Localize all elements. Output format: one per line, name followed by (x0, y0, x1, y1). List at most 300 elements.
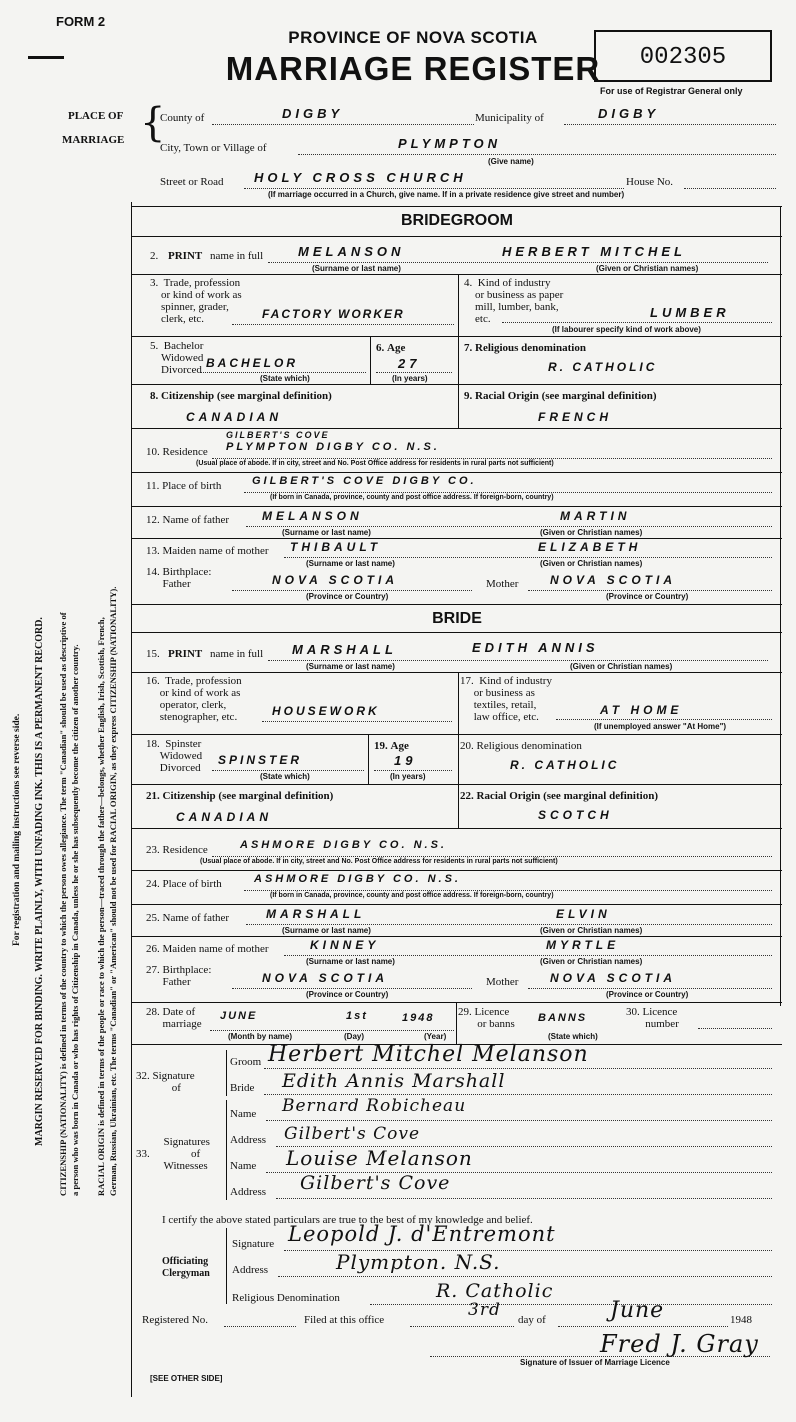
clergy-religion[interactable]: R. Catholic (436, 1280, 554, 1302)
house-line (684, 188, 776, 189)
f18-l3: Divorced (159, 762, 201, 774)
municipality-label: Municipality of (475, 112, 544, 124)
f26-surname-note: (Surname or last name) (306, 957, 395, 966)
groom-given[interactable]: HERBERT MITCHEL (502, 244, 686, 259)
f30-l2: number (645, 1018, 679, 1030)
f24-birth-label: Place of birth (162, 878, 222, 890)
bg-vline-56 (370, 336, 371, 384)
margin-racial-1: RACIAL ORIGIN is defined in terms of the people or race to which the person—traced through the father—belongs, whether English, Irish, Scottish, French, (96, 617, 106, 1196)
f18-number: 18. (146, 738, 160, 750)
groom-father-line (246, 526, 772, 527)
groom-industry[interactable]: LUMBER (650, 305, 730, 320)
groom-mother-line (284, 557, 772, 558)
municipality-value[interactable]: DIGBY (598, 106, 660, 121)
f32-l2: of (171, 1082, 181, 1094)
f4-l4: etc. (475, 313, 491, 325)
bg-rule-3 (131, 336, 782, 337)
witness1-address[interactable]: Gilbert's Cove (284, 1124, 421, 1144)
f17-l4: law office, etc. (473, 711, 539, 723)
bride-status-note: (State which) (260, 772, 310, 781)
f17-l3: textiles, retail, (473, 699, 537, 711)
f8-number: 8. (150, 390, 159, 402)
f23-number: 23. (146, 844, 160, 856)
marriage-date-line (210, 1030, 454, 1031)
issuer-label: Signature of Issuer of Marriage Licence (520, 1358, 670, 1367)
bg-rule-5 (131, 428, 782, 429)
br-vline-2122 (458, 784, 459, 828)
f28-l1: Date of (162, 1006, 196, 1018)
witness1-address-label: Address (230, 1134, 267, 1146)
f12-father-label: Name of father (162, 514, 230, 526)
f17-l2: or business as (473, 687, 535, 699)
see-other-side: [SEE OTHER SIDE] (150, 1374, 223, 1383)
city-value[interactable]: PLYMPTON (398, 136, 502, 151)
f17-l1: Kind of industry (479, 675, 552, 687)
f14-mother-note: (Province or Country) (606, 592, 689, 601)
br-vline-2829 (456, 1002, 457, 1044)
bg-vline-89 (458, 384, 459, 428)
f3-l3: spinner, grader, (161, 301, 229, 313)
f3-l4: clerk, etc. (161, 313, 205, 325)
groom-residence-above[interactable]: GILBERT'S COVE (226, 430, 330, 440)
county-label: County of (160, 112, 205, 124)
day-note: (Day) (344, 1032, 365, 1041)
f26-number: 26. (146, 943, 160, 955)
f14-label (146, 566, 211, 590)
br-vline-1819 (368, 734, 369, 784)
groom-residence-line (212, 458, 772, 459)
filed-month[interactable]: June (610, 1298, 665, 1323)
f26-given-note: (Given or Christian names) (540, 957, 643, 966)
f33-l3: Witnesses (163, 1160, 208, 1172)
bride-religion[interactable]: R. CATHOLIC (510, 758, 620, 772)
f27-mother-label: Mother (486, 976, 519, 988)
year-note: (Year) (424, 1032, 447, 1041)
bride-citizenship[interactable]: CANADIAN (176, 810, 272, 824)
filed-label: Filed at this office (304, 1314, 385, 1326)
margin-citizenship-1: CITIZENSHIP (NATIONALITY) is defined in terms of the country to which the person owes allegiance. The term "Canadian" should be used as descriptive of (58, 612, 68, 1196)
f21-cit-label: Citizenship (see marginal definition) (162, 790, 334, 802)
f28-l2: marriage (162, 1018, 202, 1030)
certify-statement: I certify the above stated particulars are true to the best of my knowledge and belief. (162, 1214, 533, 1226)
registrar-note: For use of Registrar General only (600, 86, 743, 96)
f26-label (146, 943, 269, 955)
groom-father-given[interactable]: MARTIN (560, 509, 631, 523)
groom-age-line (376, 372, 452, 373)
bride-mother-given[interactable]: MYRTLE (546, 938, 620, 952)
groom-birth-line (244, 492, 772, 493)
bride-trade[interactable]: HOUSEWORK (272, 704, 380, 718)
f4-label (464, 277, 563, 325)
bride-given[interactable]: EDITH ANNIS (472, 640, 599, 655)
f25-number: 25. (146, 912, 160, 924)
f12-surname-note: (Surname or last name) (282, 528, 371, 537)
margin-reserved-text: MARGIN RESERVED FOR BINDING. WRITE PLAINLY, WITH UNFADING INK. THIS IS A PERMANENT RECORD. (34, 617, 45, 1146)
f22-label (460, 790, 658, 802)
bride-father-birthplace[interactable]: NOVA SCOTIA (262, 971, 389, 985)
f9-label (464, 390, 656, 402)
bride-sig-line (264, 1094, 772, 1095)
f33-label (136, 1136, 210, 1172)
f7-religion-label: Religious denomination (475, 342, 586, 354)
witness2-address-line (276, 1198, 772, 1199)
bg-rule-8 (131, 538, 782, 539)
bg-rule-1 (131, 236, 782, 237)
f23-label (146, 844, 208, 856)
f29-number: 29. (458, 1006, 472, 1018)
br-rule-1 (131, 632, 782, 633)
place-brace: { (140, 100, 166, 146)
bridegroom-heading: BRIDEGROOM (401, 212, 513, 229)
officiating-l2: Clergyman (162, 1268, 210, 1279)
f27-father-note: (Province or Country) (306, 990, 389, 999)
f6-label (376, 342, 405, 354)
f20-label (460, 740, 582, 752)
street-label: Street or Road (160, 176, 224, 188)
bride-name-line (268, 660, 768, 661)
bg-rule-9 (131, 604, 782, 605)
f12-label (146, 514, 229, 526)
f33-l1: Signatures (163, 1136, 210, 1148)
f32-l1: Signature (152, 1070, 195, 1082)
place-heading-2: MARRIAGE (62, 134, 125, 146)
f10-label (146, 446, 208, 458)
f19-age-label: Age (390, 740, 409, 752)
bride-industry-note: (If unemployed answer "At Home") (594, 722, 727, 731)
f14-mother-label: Mother (486, 578, 519, 590)
groom-mother-birthplace[interactable]: NOVA SCOTIA (550, 573, 677, 587)
f28-number: 28. (146, 1006, 160, 1018)
bride-industry-line (556, 719, 772, 720)
marriage-month[interactable]: JUNE (220, 1010, 258, 1022)
f16-l4: stenographer, etc. (159, 711, 238, 723)
licence-note: (State which) (548, 1032, 598, 1041)
f32-bracket (226, 1050, 227, 1096)
f3-number: 3. (150, 277, 159, 289)
f12-given-note: (Given or Christian names) (540, 528, 643, 537)
officiating-l1: Officiating (162, 1256, 209, 1267)
county-value[interactable]: DIGBY (282, 106, 344, 121)
clergy-religion-line (370, 1304, 772, 1305)
f8-label (150, 390, 332, 402)
groom-surname[interactable]: MELANSON (298, 244, 405, 259)
register-number: 002305 (639, 44, 727, 71)
bg-rule-4 (131, 384, 782, 385)
bride-father-surname[interactable]: MARSHALL (266, 907, 366, 921)
br-rule-4 (131, 784, 782, 785)
marriage-year[interactable]: 1948 (402, 1012, 435, 1024)
bg-rule-2 (131, 274, 782, 275)
f28-label (146, 1006, 202, 1030)
f22-racial-label: Racial Origin (see marginal definition) (476, 790, 658, 802)
groom-residence[interactable]: PLYMPTON DIGBY CO. N.S. (226, 441, 440, 453)
f27-birthplace-label: Birthplace: (162, 964, 212, 976)
clergy-religion-label: Religious Denomination (232, 1292, 340, 1304)
groom-racial[interactable]: FRENCH (538, 410, 612, 424)
margin-racial-2: German, Russian, Ukrainian, etc. The terms "Canadian" or "American" should not be used for RACIAL ORIGIN, as they express CITIZENSHIP (NATIONALITY). (108, 586, 118, 1196)
clergy-sig-label: Signature (232, 1238, 275, 1250)
f27-number: 27. (146, 964, 160, 976)
bride-mother-birthplace[interactable]: NOVA SCOTIA (550, 971, 677, 985)
bride-age-line (374, 770, 452, 771)
bride-status-line (212, 770, 364, 771)
place-heading-1: PLACE OF (68, 110, 124, 122)
clergy-address-label: Address (232, 1264, 269, 1276)
city-line (298, 154, 776, 155)
groom-mother-surname[interactable]: THIBAULT (290, 540, 382, 554)
f30-label (626, 1006, 679, 1030)
day-of-label: day of (518, 1314, 546, 1326)
issuer-signature[interactable]: Fred J. Gray (600, 1330, 759, 1358)
margin-instructions: For registration and mailing instructions see reverse side. (12, 713, 22, 946)
filed-year[interactable]: 1948 (730, 1314, 752, 1326)
form-number: FORM 2 (56, 14, 106, 29)
f10-number: 10. (146, 446, 160, 458)
f16-label (146, 675, 242, 723)
province-heading: PROVINCE OF NOVA SCOTIA (288, 28, 538, 47)
f15-label: name in full (210, 648, 264, 660)
f19-label (374, 740, 409, 752)
f33-number: 33. (136, 1148, 150, 1160)
bg-rule-6 (131, 472, 782, 473)
f32-label (136, 1070, 195, 1094)
bride-birth[interactable]: ASHMORE DIGBY CO. N.S. (254, 873, 461, 885)
f3-l1: Trade, profession (163, 277, 241, 289)
f16-l3: operator, clerk, (159, 699, 227, 711)
bride-father-given[interactable]: ELVIN (556, 907, 611, 921)
f15-print: PRINT (168, 648, 203, 660)
f9-number: 9. (464, 390, 473, 402)
witness2-name[interactable]: Louise Melanson (286, 1146, 473, 1170)
f26-mother-label: Maiden name of mother (162, 943, 269, 955)
f20-religion-label: Religious denomination (476, 740, 582, 752)
f4-l2: or business as paper (475, 289, 564, 301)
f33-bracket (226, 1100, 227, 1200)
house-label: House No. (626, 176, 674, 188)
municipality-line (564, 124, 776, 125)
f21-number: 21. (146, 790, 160, 802)
bride-birth-note: (If born in Canada, province, county and post office address. If foreign-born, country) (270, 892, 554, 899)
f11-birth-label: Place of birth (162, 480, 222, 492)
bride-surname[interactable]: MARSHALL (292, 642, 397, 657)
groom-religion[interactable]: R. CATHOLIC (548, 360, 658, 374)
f11-label (146, 480, 221, 492)
groom-sig-line (264, 1068, 772, 1069)
f3-label (150, 277, 242, 325)
br-rule-6 (131, 870, 782, 871)
witness1-name-line (266, 1120, 772, 1121)
street-note: (If marriage occurred in a Church, give name. If in a private residence give street and number) (268, 190, 625, 199)
br-vline-1920 (458, 734, 459, 784)
f13-label (146, 545, 269, 557)
f30-number: 30. (626, 1006, 640, 1018)
groom-trade[interactable]: FACTORY WORKER (262, 307, 405, 321)
groom-given-note: (Given or Christian names) (596, 264, 699, 273)
city-note: (Give name) (488, 157, 534, 166)
f6-age-label: Age (387, 342, 406, 354)
f22-number: 22. (460, 790, 474, 802)
margin-citizenship-2: a person who was born in Canada or who has rights of Citizenship in Canada, unless he or she has subsequently become the citizen of another country. (70, 644, 80, 1196)
f25-surname-note: (Surname or last name) (282, 926, 371, 935)
f13-mother-label: Maiden name of mother (162, 545, 269, 557)
bride-father-line (246, 924, 772, 925)
bride-heading: BRIDE (432, 610, 482, 627)
form-top-border (131, 206, 782, 207)
groom-signature[interactable]: Herbert Mitchel Melanson (268, 1042, 589, 1067)
bride-racial[interactable]: SCOTCH (538, 808, 613, 822)
bride-given-note: (Given or Christian names) (570, 662, 673, 671)
witness2-name-label: Name (230, 1160, 257, 1172)
bride-residence-note: (Usual place of abode. If in city, street and No. Post Office address for residents in rural parts not sufficient) (200, 858, 558, 865)
marriage-day[interactable]: 1st (346, 1010, 368, 1022)
f5-l3: Divorced (161, 364, 202, 376)
f14-number: 14. (146, 566, 160, 578)
f12-number: 12. (146, 514, 160, 526)
f8-cit-label: Citizenship (see marginal definition) (161, 390, 332, 402)
groom-father-birthplace[interactable]: NOVA SCOTIA (272, 573, 399, 587)
bride-sig-label: Bride (230, 1082, 255, 1094)
groom-mother-given[interactable]: ELIZABETH (538, 540, 642, 554)
f32-number: 32. (136, 1070, 150, 1082)
f5-l1: Bachelor (163, 340, 204, 352)
bride-bp-father-line (232, 988, 472, 989)
f14-father-label: Father (162, 578, 191, 590)
f27-father-label: Father (162, 976, 191, 988)
cert-bracket (226, 1228, 227, 1304)
f25-father-label: Name of father (162, 912, 230, 924)
br-rule-3 (131, 734, 782, 735)
f14-father-note: (Province or Country) (306, 592, 389, 601)
f6-number: 6. (376, 342, 385, 354)
clergy-signature[interactable]: Leopold J. d'Entremont (288, 1222, 556, 1246)
f20-number: 20. (460, 740, 474, 752)
f25-label (146, 912, 229, 924)
f2-number: 2. (150, 250, 159, 262)
f17-number: 17. (460, 675, 474, 687)
f24-label (146, 878, 222, 890)
groom-status[interactable]: BACHELOR (206, 356, 298, 370)
bride-age[interactable]: 19 (394, 753, 417, 768)
groom-status-note: (State which) (260, 374, 310, 383)
street-value[interactable]: HOLY CROSS CHURCH (254, 170, 467, 185)
county-line (212, 124, 474, 125)
f29-l2: or banns (477, 1018, 515, 1030)
f30-l1: Licence (642, 1006, 678, 1018)
f4-l3: mill, lumber, bank, (475, 301, 559, 313)
groom-industry-line (502, 322, 772, 323)
f16-l1: Trade, profession (165, 675, 242, 687)
f27-label (146, 964, 211, 988)
f7-number: 7. (464, 342, 473, 354)
officiating-label (162, 1256, 210, 1280)
f5-l2: Widowed (161, 352, 204, 364)
groom-status-line (200, 372, 366, 373)
licence-number-line (698, 1028, 772, 1029)
witness2-address-label: Address (230, 1186, 267, 1198)
witness2-address[interactable]: Gilbert's Cove (300, 1172, 451, 1194)
groom-sig-label: Groom (230, 1056, 262, 1068)
f21-label (146, 790, 333, 802)
marriage-licence[interactable]: BANNS (538, 1012, 588, 1024)
registered-label: Registered No. (142, 1314, 208, 1326)
f5-number: 5. (150, 340, 159, 352)
f29-l1: Licence (474, 1006, 510, 1018)
f29-label (458, 1006, 515, 1030)
bride-surname-note: (Surname or last name) (306, 662, 395, 671)
groom-age[interactable]: 27 (398, 356, 421, 371)
f16-number: 16. (146, 675, 160, 687)
form-left-border (131, 202, 132, 1397)
f16-l2: or kind of work as (159, 687, 241, 699)
bride-mother-surname[interactable]: KINNEY (310, 938, 380, 952)
f18-label (146, 738, 202, 774)
bride-status[interactable]: SPINSTER (218, 753, 303, 767)
f2-label: name in full (210, 250, 264, 262)
clergy-address-line (278, 1276, 772, 1277)
f13-given-note: (Given or Christian names) (540, 559, 643, 568)
bride-trade-line (262, 721, 452, 722)
f33-l2: of (191, 1148, 201, 1160)
f9-racial-label: Racial Origin (see marginal definition) (475, 390, 657, 402)
street-line (244, 188, 624, 189)
f17-label (460, 675, 552, 723)
form-right-border (780, 206, 781, 1006)
f7-label (464, 342, 586, 354)
bride-industry[interactable]: AT HOME (600, 703, 683, 717)
f27-mother-note: (Province or Country) (606, 990, 689, 999)
f19-number: 19. (374, 740, 388, 752)
f11-number: 11. (146, 480, 160, 492)
groom-bp-father-line (232, 590, 472, 591)
br-rule-7 (131, 904, 782, 905)
br-rule-2 (131, 672, 782, 673)
groom-birth[interactable]: GILBERT'S COVE DIGBY CO. (252, 475, 477, 487)
bg-rule-7 (131, 506, 782, 507)
bg-vline-67 (458, 336, 459, 384)
bride-age-note: (In years) (390, 772, 426, 781)
groom-industry-note: (If labourer specify kind of work above) (552, 325, 701, 334)
bride-bp-mother-line (528, 988, 772, 989)
registered-line (224, 1326, 296, 1327)
f4-l1: Kind of industry (477, 277, 551, 289)
bride-birth-line (244, 890, 772, 891)
br-vline-1617 (458, 672, 459, 734)
groom-bp-mother-line (528, 590, 772, 591)
f15-number: 15. (146, 648, 160, 660)
groom-birth-note: (If born in Canada, province, county and post office address. If foreign-born, country) (270, 494, 554, 501)
filed-month-line (558, 1326, 728, 1327)
br-rule-5 (131, 828, 782, 829)
groom-name-line (268, 262, 768, 263)
f13-surname-note: (Surname or last name) (306, 559, 395, 568)
clergy-address[interactable]: Plympton. N.S. (336, 1250, 501, 1274)
br-rule-8 (131, 936, 782, 937)
f13-number: 13. (146, 545, 160, 557)
witness1-name[interactable]: Bernard Robicheau (282, 1096, 467, 1116)
groom-trade-line (232, 324, 454, 325)
f18-l1: Spinster (165, 738, 202, 750)
city-label: City, Town or Village of (160, 142, 267, 154)
filed-day[interactable]: 3rd (468, 1300, 501, 1320)
bride-signature[interactable]: Edith Annis Marshall (282, 1070, 506, 1092)
f25-given-note: (Given or Christian names) (540, 926, 643, 935)
groom-father-surname[interactable]: MELANSON (262, 509, 363, 523)
groom-citizenship[interactable]: CANADIAN (186, 410, 282, 424)
bride-residence[interactable]: ASHMORE DIGBY CO. N.S. (240, 839, 447, 851)
witness1-name-label: Name (230, 1108, 257, 1120)
bride-residence-line (212, 856, 772, 857)
groom-surname-note: (Surname or last name) (312, 264, 401, 273)
